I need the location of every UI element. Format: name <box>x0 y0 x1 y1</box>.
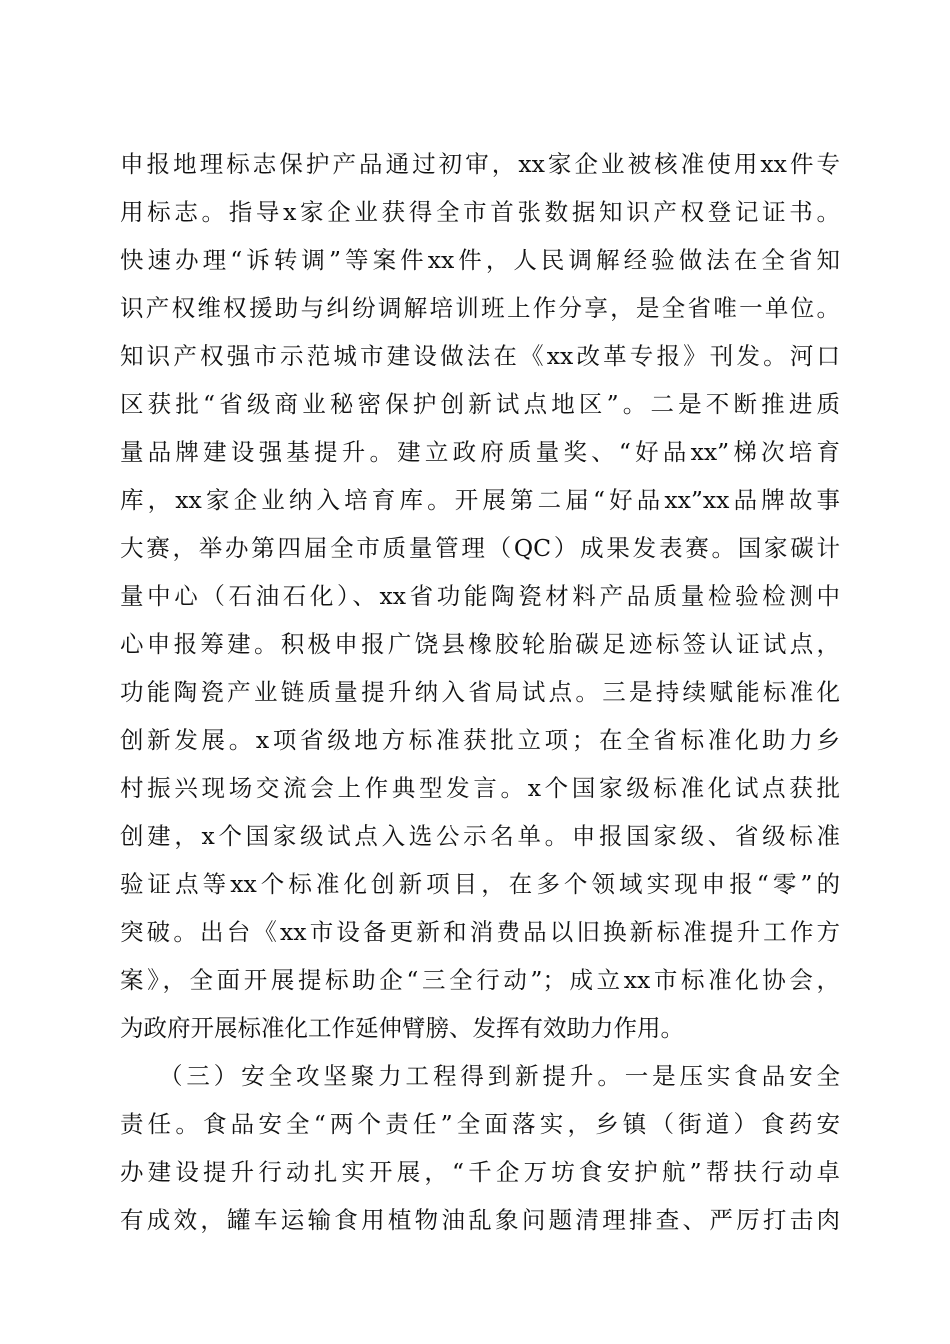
text-line-23: 有成效，罐车运输食用植物油乱象问题清理排查、严厉打击肉 <box>120 1206 840 1234</box>
text-line-18: 案》，全面开展提标助企“三全行动”；成立xx市标准化协会， <box>120 966 840 994</box>
text-line-17: 突破。出台《xx市设备更新和消费品以旧换新标准提升工作方 <box>120 918 840 946</box>
text-line-5: 知识产权强市示范城市建设做法在《xx改革专报》刊发。河口 <box>120 342 840 370</box>
text-line-4: 识产权维权援助与纠纷调解培训班上作分享，是全省唯一单位。 <box>120 294 840 322</box>
text-line-12: 功能陶瓷产业链质量提升纳入省局试点。三是持续赋能标准化 <box>120 678 840 706</box>
text-line-21: 责任。食品安全“两个责任”全面落实，乡镇（街道）食药安 <box>120 1110 840 1138</box>
text-line-7: 量品牌建设强基提升。建立政府质量奖、“好品xx”梯次培育 <box>120 438 840 466</box>
text-line-1: 申报地理标志保护产品通过初审，xx家企业被核准使用xx件专 <box>120 150 840 178</box>
text-line-3: 快速办理“诉转调”等案件xx件，人民调解经验做法在全省知 <box>120 246 840 274</box>
section-heading-line: （三）安全攻坚聚力工程得到新提升。一是压实食品安全 <box>159 1062 840 1090</box>
text-line-11: 心申报筹建。积极申报广饶县橡胶轮胎碳足迹标签认证试点， <box>120 630 840 658</box>
text-line-22: 办建设提升行动扎实开展，“千企万坊食安护航”帮扶行动卓 <box>120 1158 840 1186</box>
text-line-9: 大赛，举办第四届全市质量管理（QC）成果发表赛。国家碳计 <box>120 534 840 562</box>
text-line-2: 用标志。指导x家企业获得全市首张数据知识产权登记证书。 <box>120 198 840 226</box>
text-line-6: 区获批“省级商业秘密保护创新试点地区”。二是不断推进质 <box>120 390 840 418</box>
text-line-15: 创建，x个国家级试点入选公示名单。申报国家级、省级标准 <box>120 822 840 850</box>
text-line-14: 村振兴现场交流会上作典型发言。x个国家级标准化试点获批 <box>120 774 840 802</box>
text-line-8: 库，xx家企业纳入培育库。开展第二届“好品xx”xx品牌故事 <box>120 486 840 514</box>
text-line-19: 为政府开展标准化工作延伸臂膀、发挥有效助力作用。 <box>120 1014 684 1042</box>
text-line-13: 创新发展。x项省级地方标准获批立项；在全省标准化助力乡 <box>120 726 840 754</box>
text-line-10: 量中心（石油石化）、xx省功能陶瓷材料产品质量检验检测中 <box>120 582 840 610</box>
text-line-16: 验证点等xx个标准化创新项目，在多个领域实现申报“零”的 <box>120 870 840 898</box>
body-text <box>120 140 840 1244</box>
